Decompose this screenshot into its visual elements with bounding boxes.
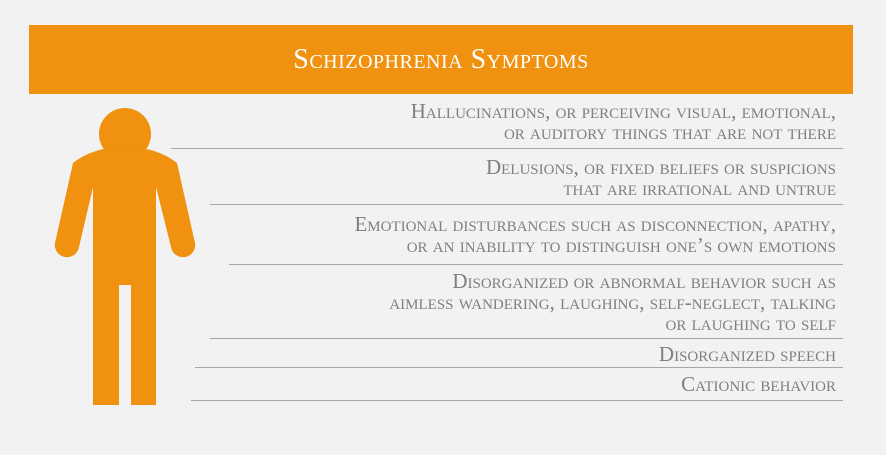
divider xyxy=(229,264,843,265)
person-icon xyxy=(53,107,197,405)
page-title: Schizophrenia Symptoms xyxy=(293,43,589,75)
symptom-hallucinations xyxy=(411,101,836,143)
symptom-text: Hallucinations, or perceiving visual, emotional, xyxy=(410,99,836,123)
symptom-disorganized-behavior xyxy=(389,271,836,334)
symptom-text: Delusions, or fixed beliefs or suspicions xyxy=(485,155,836,179)
symptom-text: aimless wandering, laughing, self-neglect, talking xyxy=(389,290,836,314)
divider xyxy=(210,338,843,339)
symptom-text: or an inability to distinguish one’s own emotions xyxy=(406,233,836,257)
symptom-text: Emotional disturbances such as disconnection, apathy, xyxy=(354,212,836,236)
symptom-text: or auditory things that are not there xyxy=(503,120,836,144)
symptom-delusions xyxy=(486,157,836,199)
symptom-text: Disorganized speech xyxy=(658,342,836,366)
symptom-emotional-disturbances xyxy=(354,214,836,256)
divider xyxy=(171,148,843,149)
symptom-text: Cationic behavior xyxy=(681,372,836,396)
symptom-disorganized-speech xyxy=(659,344,836,365)
divider xyxy=(191,400,843,401)
symptom-text: or laughing to self xyxy=(665,311,836,335)
symptom-text: that are irrational and untrue xyxy=(563,176,836,200)
divider xyxy=(210,204,843,205)
symptom-text: Disorganized or abnormal behavior such as xyxy=(452,269,836,293)
symptom-cationic-behavior xyxy=(681,374,836,395)
divider xyxy=(195,367,843,368)
title-banner xyxy=(29,25,853,94)
